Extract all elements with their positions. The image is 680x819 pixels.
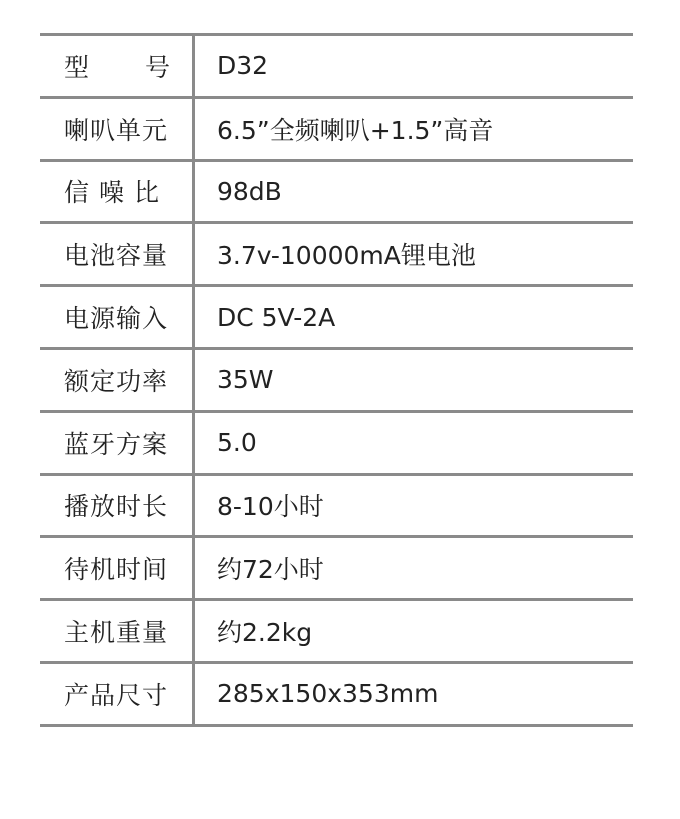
row-value: D32 [217, 51, 269, 81]
row-value: 约2.2kg [217, 618, 313, 648]
row-label: 额定功率 [64, 366, 169, 396]
spec-table [40, 33, 633, 727]
table-row-model [40, 36, 633, 96]
table-row-speaker-unit [40, 99, 633, 159]
row-label: 主机重量 [64, 618, 169, 648]
table-row-dimensions [40, 664, 633, 724]
row-label-part: 型 [64, 52, 90, 82]
table-row-bluetooth [40, 413, 633, 473]
row-value: 约72小时 [217, 555, 324, 585]
row-label: 喇叭单元 [64, 115, 169, 145]
table-row-battery [40, 224, 633, 284]
row-value: 5.0 [217, 428, 257, 458]
row-label: 电池容量 [64, 241, 169, 271]
row-label: 播放时长 [64, 492, 169, 522]
table-row-play-time [40, 476, 633, 536]
row-label: 信噪比 [64, 178, 170, 208]
row-label: 待机时间 [64, 555, 169, 585]
table-rule [40, 724, 633, 727]
row-label: 产品尺寸 [64, 680, 169, 710]
table-row-rated-power [40, 350, 633, 410]
row-label: 蓝牙方案 [64, 429, 169, 459]
row-value: 35W [217, 365, 274, 395]
row-value: DC 5V-2A [217, 302, 336, 332]
row-label: 电源输入 [64, 304, 169, 334]
row-value: 8-10小时 [217, 492, 324, 522]
row-value: 6.5”全频喇叭+1.5”高音 [217, 115, 494, 145]
table-row-snr [40, 162, 633, 222]
row-value: 98dB [217, 176, 282, 206]
table-row-standby-time [40, 538, 633, 598]
row-value: 285x150x353mm [217, 679, 439, 709]
row-label-part: 号 [144, 52, 170, 82]
row-value: 3.7v-10000mA锂电池 [217, 241, 476, 271]
row-label [40, 36, 192, 96]
table-row-power-input [40, 287, 633, 347]
table-row-weight [40, 601, 633, 661]
